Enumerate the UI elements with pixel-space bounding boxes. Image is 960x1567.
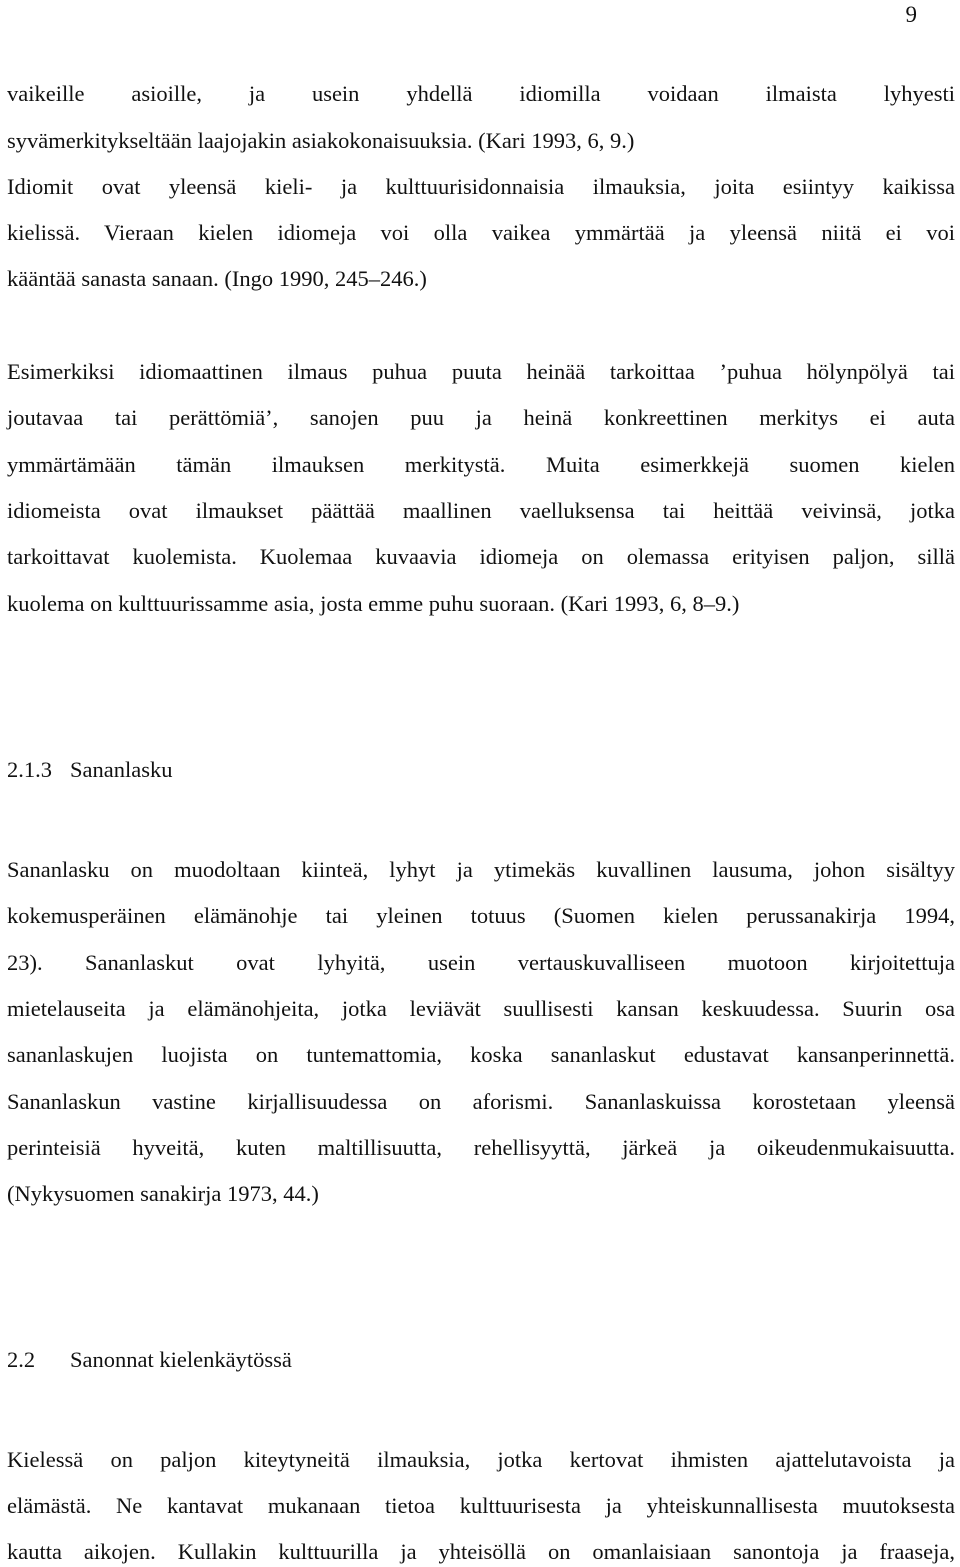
text-line: Sananlasku on muodoltaan kiinteä, lyhyt ja ytimekäs kuvallinen lausuma, johon sisältyy (7, 857, 955, 882)
text-line: 23). Sananlaskut ovat lyhyitä, usein vertauskuvalliseen muotoon kirjoitettuja (7, 950, 955, 975)
text-line: joutavaa tai perättömiä’, sanojen puu ja heinä konkreettinen merkitys ei auta (7, 405, 955, 430)
text-line: (Nykysuomen sanakirja 1973, 44.) (7, 1181, 319, 1206)
text-line: Kielessä on paljon kiteytyneitä ilmauksia, jotka kertovat ihmisten ajattelutavoista ja (7, 1447, 955, 1472)
text-line: Esimerkiksi idiomaattinen ilmaus puhua puuta heinää tarkoittaa ’puhua hölynpölyä tai (7, 359, 955, 384)
text-line: kielissä. Vieraan kielen idiomeja voi olla vaikea ymmärtää ja yleensä niitä ei voi (7, 220, 955, 245)
section-number: 2.1.3 (7, 757, 52, 782)
text-line: syvämerkitykseltään laajojakin asiakokonaisuuksia. (Kari 1993, 6, 9.) (7, 128, 635, 153)
text-line: perinteisiä hyveitä, kuten maltillisuutta, rehellisyyttä, järkeä ja oikeudenmukaisuutta. (7, 1135, 955, 1160)
text-line: kautta aikojen. Kullakin kulttuurilla ja yhteisöllä on omanlaisiaan sanontoja ja fraaseja, (7, 1539, 955, 1564)
text-line: Sananlaskun vastine kirjallisuudessa on aforismi. Sananlaskuissa korostetaan yleensä (7, 1089, 955, 1114)
text-line: sananlaskujen luojista on tuntemattomia, koska sananlaskut edustavat kansanperinnettä. (7, 1042, 955, 1067)
section-title: Sanonnat kielenkäytössä (70, 1347, 292, 1372)
section-number: 2.2 (7, 1347, 36, 1372)
text-line: elämästä. Ne kantavat mukanaan tietoa kulttuurisesta ja yhteiskunnallisesta muutoksesta (7, 1493, 955, 1518)
text-line: kuolema on kulttuurissamme asia, josta emme puhu suoraan. (Kari 1993, 6, 8–9.) (7, 591, 740, 616)
text-line: Idiomit ovat yleensä kieli- ja kulttuurisidonnaisia ilmauksia, joita esiintyy kaikissa (7, 174, 955, 199)
text-line: vaikeille asioille, ja usein yhdellä idiomilla voidaan ilmaista lyhyesti (7, 81, 955, 106)
text-line: ymmärtämään tämän ilmauksen merkitystä. Muita esimerkkejä suomen kielen (7, 452, 955, 477)
text-line: tarkoittavat kuolemista. Kuolemaa kuvaavia idiomeja on olemassa erityisen paljon, sillä (7, 544, 955, 569)
text-line: idiomeista ovat ilmaukset päättää maallinen vaelluksensa tai heittää veivinsä, jotka (7, 498, 955, 523)
section-title: Sananlasku (70, 757, 173, 782)
text-line: kääntää sanasta sanaan. (Ingo 1990, 245–246.) (7, 266, 427, 291)
text-line: mietelauseita ja elämänohjeita, jotka leviävät suullisesti kansan keskuudessa. Suurin osa (7, 996, 955, 1021)
section-heading-sanonnat (7, 1346, 292, 1374)
text-line: kokemusperäinen elämänohje tai yleinen totuus (Suomen kielen perussanakirja 1994, (7, 903, 955, 928)
section-heading-sananlasku (7, 756, 172, 784)
page-number: 9 (905, 2, 917, 27)
